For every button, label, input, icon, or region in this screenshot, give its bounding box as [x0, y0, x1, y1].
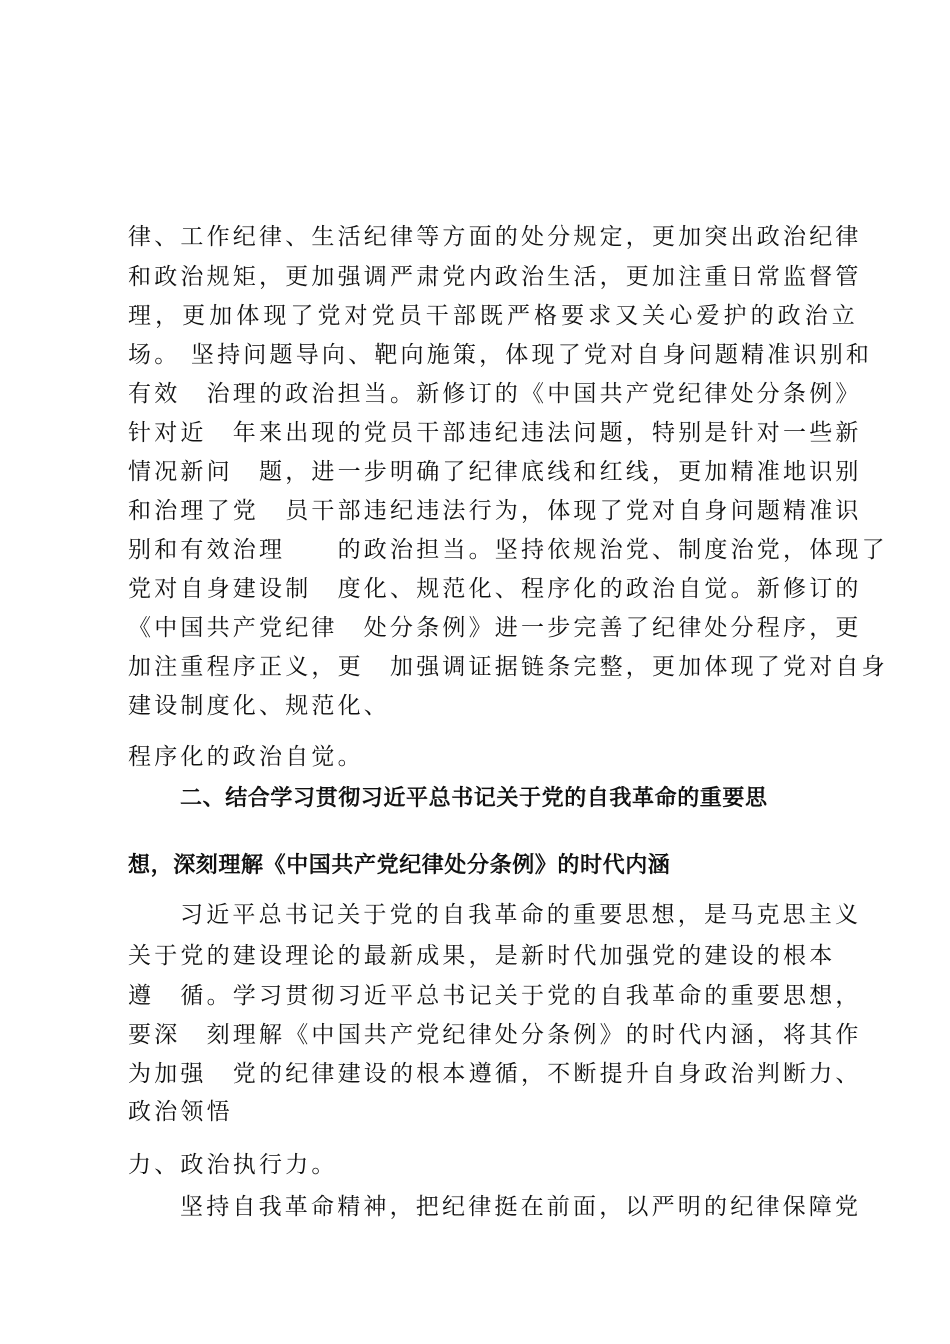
- body-text-line: 和治理了党 员干部违纪违法行为，体现了党对自身问题精准识: [128, 498, 862, 524]
- body-text-line: 场。 坚持问题导向、靶向施策，体现了党对自身问题精准识别和: [128, 342, 873, 368]
- body-text-line: 习近平总书记关于党的自我革命的重要思想，是马克思主义: [180, 902, 862, 928]
- body-text-line: 情况新问 题，进一步明确了纪律底线和红线，更加精准地识别: [128, 459, 862, 485]
- body-text-line: 建设制度化、规范化、: [128, 693, 390, 719]
- body-text-line: 针对近 年来出现的党员干部违纪违法问题，特别是针对一些新: [128, 420, 862, 446]
- body-text-line: 程序化的政治自觉。: [128, 744, 364, 770]
- body-text-line: 关于党的建设理论的最新成果，是新时代加强党的建设的根本: [128, 943, 836, 969]
- body-text-line: 有效 治理的政治担当。新修订的《中国共产党纪律处分条例》: [128, 381, 862, 407]
- body-text-line: 加注重程序正义，更 加强调证据链条完整，更加体现了党对自身: [128, 654, 888, 680]
- body-text-line: 坚持自我革命精神，把纪律挺在前面，以严明的纪律保障党: [180, 1194, 862, 1220]
- body-text-line: 律、工作纪律、生活纪律等方面的处分规定，更加突出政治纪律: [128, 224, 862, 250]
- body-text-line: 党对自身建设制 度化、规范化、程序化的政治自觉。新修订的: [128, 576, 862, 602]
- body-text-line: 《中国共产党纪律 处分条例》进一步完善了纪律处分程序，更: [128, 615, 862, 641]
- body-text-line: 力、政治执行力。: [128, 1152, 338, 1178]
- section-heading: 二、结合学习贯彻习近平总书记关于党的自我革命的重要思: [180, 786, 768, 811]
- body-text-line: 遵 循。学习贯彻习近平总书记关于党的自我革命的重要思想，: [128, 983, 862, 1009]
- body-text-line: 为加强 党的纪律建设的根本遵循，不断提升自身政治判断力、: [128, 1061, 862, 1087]
- body-text-line: 和政治规矩，更加强调严肃党内政治生活，更加注重日常监督管: [128, 264, 862, 290]
- section-heading: 想，深刻理解《中国共产党纪律处分条例》的时代内涵: [128, 853, 671, 878]
- body-text-line: 别和有效治理 的政治担当。坚持依规治党、制度治党，体现了: [128, 537, 888, 563]
- body-text-line: 要深 刻理解《中国共产党纪律处分条例》的时代内涵，将其作: [128, 1022, 862, 1048]
- body-text-line: 理，更加体现了党对党员干部既严格要求又关心爱护的政治立: [128, 303, 858, 329]
- body-text-line: 政治领悟: [128, 1099, 233, 1125]
